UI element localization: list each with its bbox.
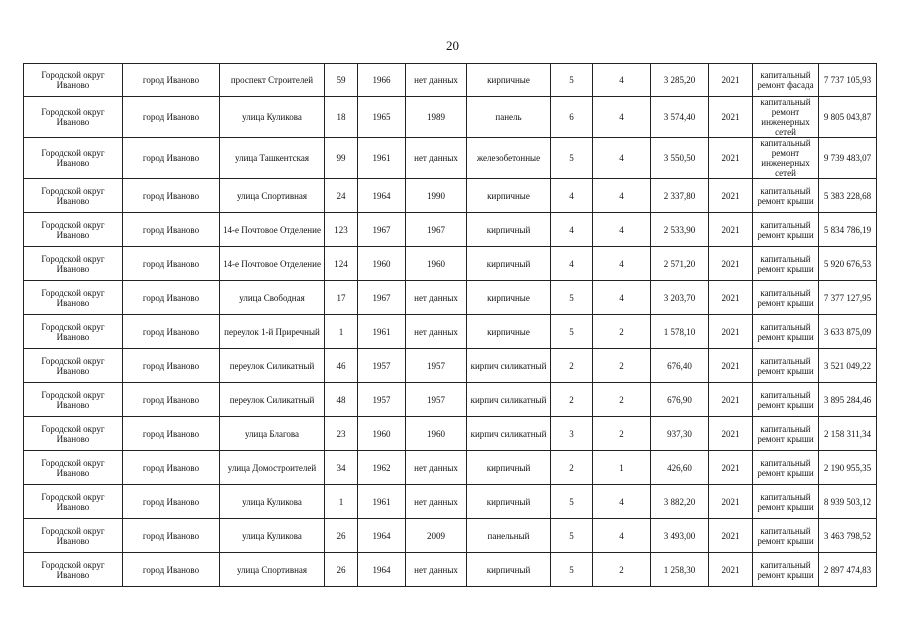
cell-wall-material: железобетонные xyxy=(467,138,551,179)
cell-repair-year: 2021 xyxy=(709,97,753,138)
cell-house-number: 1 xyxy=(325,315,358,349)
cell-entrances: 4 xyxy=(593,519,651,553)
cell-settlement: город Иваново xyxy=(123,247,220,281)
table-row xyxy=(24,383,877,417)
cell-street: улица Куликова xyxy=(220,97,325,138)
cell-repair-year: 2021 xyxy=(709,247,753,281)
table-body xyxy=(24,64,877,587)
cell-cost: 7 737 105,93 xyxy=(819,64,877,97)
table-row xyxy=(24,485,877,519)
cell-build-year: 1967 xyxy=(358,213,406,247)
cell-house-number: 23 xyxy=(325,417,358,451)
cell-street: 14-е Почтовое Отделение xyxy=(220,247,325,281)
cell-repair-year: 2021 xyxy=(709,383,753,417)
cell-cost: 3 895 284,46 xyxy=(819,383,877,417)
cell-cost: 9 739 483,07 xyxy=(819,138,877,179)
cell-street: улица Благова xyxy=(220,417,325,451)
cell-area: 2 571,20 xyxy=(651,247,709,281)
cell-entrances: 2 xyxy=(593,349,651,383)
table-row xyxy=(24,179,877,213)
table-row xyxy=(24,281,877,315)
cell-house-number: 123 xyxy=(325,213,358,247)
cell-area: 426,60 xyxy=(651,451,709,485)
cell-area: 2 533,90 xyxy=(651,213,709,247)
cell-cost: 8 939 503,12 xyxy=(819,485,877,519)
cell-entrances: 2 xyxy=(593,383,651,417)
cell-entrances: 4 xyxy=(593,97,651,138)
cell-build-year: 1965 xyxy=(358,97,406,138)
cell-house-number: 26 xyxy=(325,553,358,587)
cell-municipality: Городской округ Иваново xyxy=(24,349,123,383)
cell-reconstruction-year: нет данных xyxy=(406,451,467,485)
cell-area: 2 337,80 xyxy=(651,179,709,213)
cell-wall-material: панель xyxy=(467,97,551,138)
cell-floors: 4 xyxy=(551,247,593,281)
table-row xyxy=(24,451,877,485)
cell-settlement: город Иваново xyxy=(123,553,220,587)
cell-entrances: 2 xyxy=(593,417,651,451)
cell-entrances: 4 xyxy=(593,64,651,97)
cell-municipality: Городской округ Иваново xyxy=(24,519,123,553)
cell-settlement: город Иваново xyxy=(123,281,220,315)
cell-repair-type: капитальный ремонт крыши xyxy=(753,179,819,213)
cell-repair-year: 2021 xyxy=(709,451,753,485)
cell-reconstruction-year: нет данных xyxy=(406,315,467,349)
cell-area: 3 882,20 xyxy=(651,485,709,519)
table-row xyxy=(24,138,877,179)
cell-cost: 5 834 786,19 xyxy=(819,213,877,247)
cell-build-year: 1964 xyxy=(358,179,406,213)
cell-street: переулок 1-й Приречный xyxy=(220,315,325,349)
cell-municipality: Городской округ Иваново xyxy=(24,451,123,485)
cell-street: переулок Силикатный xyxy=(220,349,325,383)
cell-cost: 3 463 798,52 xyxy=(819,519,877,553)
cell-settlement: город Иваново xyxy=(123,138,220,179)
cell-reconstruction-year: 1960 xyxy=(406,417,467,451)
cell-street: улица Домостроителей xyxy=(220,451,325,485)
cell-floors: 5 xyxy=(551,281,593,315)
cell-settlement: город Иваново xyxy=(123,519,220,553)
cell-repair-year: 2021 xyxy=(709,281,753,315)
cell-cost: 2 897 474,83 xyxy=(819,553,877,587)
table-row xyxy=(24,247,877,281)
cell-municipality: Городской округ Иваново xyxy=(24,417,123,451)
cell-wall-material: кирпичные xyxy=(467,315,551,349)
cell-municipality: Городской округ Иваново xyxy=(24,247,123,281)
cell-floors: 4 xyxy=(551,213,593,247)
cell-reconstruction-year: 1989 xyxy=(406,97,467,138)
cell-reconstruction-year: нет данных xyxy=(406,485,467,519)
cell-build-year: 1964 xyxy=(358,519,406,553)
cell-repair-type: капитальный ремонт крыши xyxy=(753,417,819,451)
cell-settlement: город Иваново xyxy=(123,485,220,519)
cell-repair-year: 2021 xyxy=(709,138,753,179)
cell-repair-type: капитальный ремонт фасада xyxy=(753,64,819,97)
cell-entrances: 4 xyxy=(593,179,651,213)
cell-entrances: 4 xyxy=(593,485,651,519)
cell-cost: 2 158 311,34 xyxy=(819,417,877,451)
cell-municipality: Городской округ Иваново xyxy=(24,553,123,587)
cell-repair-year: 2021 xyxy=(709,349,753,383)
cell-repair-type: капитальный ремонт инженерных сетей xyxy=(753,138,819,179)
cell-house-number: 99 xyxy=(325,138,358,179)
cell-area: 937,30 xyxy=(651,417,709,451)
cell-reconstruction-year: 1960 xyxy=(406,247,467,281)
cell-repair-type: капитальный ремонт инженерных сетей xyxy=(753,97,819,138)
cell-repair-type: капитальный ремонт крыши xyxy=(753,485,819,519)
cell-reconstruction-year: нет данных xyxy=(406,138,467,179)
cell-cost: 9 805 043,87 xyxy=(819,97,877,138)
cell-cost: 3 633 875,09 xyxy=(819,315,877,349)
cell-wall-material: кирпич силикатный xyxy=(467,349,551,383)
cell-house-number: 124 xyxy=(325,247,358,281)
cell-build-year: 1960 xyxy=(358,417,406,451)
cell-floors: 5 xyxy=(551,138,593,179)
cell-reconstruction-year: 1990 xyxy=(406,179,467,213)
cell-municipality: Городской округ Иваново xyxy=(24,138,123,179)
cell-build-year: 1957 xyxy=(358,383,406,417)
cell-repair-year: 2021 xyxy=(709,315,753,349)
cell-reconstruction-year: 2009 xyxy=(406,519,467,553)
cell-wall-material: панельный xyxy=(467,519,551,553)
cell-entrances: 4 xyxy=(593,247,651,281)
cell-repair-type: капитальный ремонт крыши xyxy=(753,213,819,247)
cell-cost: 7 377 127,95 xyxy=(819,281,877,315)
cell-settlement: город Иваново xyxy=(123,451,220,485)
cell-floors: 2 xyxy=(551,383,593,417)
cell-house-number: 48 xyxy=(325,383,358,417)
cell-floors: 6 xyxy=(551,97,593,138)
cell-wall-material: кирпичный xyxy=(467,553,551,587)
cell-house-number: 24 xyxy=(325,179,358,213)
cell-repair-type: капитальный ремонт крыши xyxy=(753,247,819,281)
cell-settlement: город Иваново xyxy=(123,64,220,97)
cell-entrances: 4 xyxy=(593,281,651,315)
cell-repair-year: 2021 xyxy=(709,64,753,97)
cell-reconstruction-year: 1957 xyxy=(406,383,467,417)
table-row xyxy=(24,417,877,451)
cell-build-year: 1964 xyxy=(358,553,406,587)
cell-wall-material: кирпичные xyxy=(467,281,551,315)
cell-house-number: 18 xyxy=(325,97,358,138)
cell-area: 3 493,00 xyxy=(651,519,709,553)
cell-settlement: город Иваново xyxy=(123,417,220,451)
cell-wall-material: кирпич силикатный xyxy=(467,417,551,451)
cell-municipality: Городской округ Иваново xyxy=(24,281,123,315)
cell-floors: 4 xyxy=(551,179,593,213)
cell-build-year: 1967 xyxy=(358,281,406,315)
cell-municipality: Городской округ Иваново xyxy=(24,97,123,138)
cell-repair-year: 2021 xyxy=(709,213,753,247)
cell-repair-type: капитальный ремонт крыши xyxy=(753,315,819,349)
table-row xyxy=(24,64,877,97)
cell-municipality: Городской округ Иваново xyxy=(24,179,123,213)
cell-municipality: Городской округ Иваново xyxy=(24,64,123,97)
cell-street: улица Ташкентская xyxy=(220,138,325,179)
cell-wall-material: кирпичные xyxy=(467,64,551,97)
cell-house-number: 17 xyxy=(325,281,358,315)
cell-settlement: город Иваново xyxy=(123,179,220,213)
cell-reconstruction-year: нет данных xyxy=(406,64,467,97)
cell-street: улица Спортивная xyxy=(220,179,325,213)
cell-area: 3 574,40 xyxy=(651,97,709,138)
cell-floors: 2 xyxy=(551,451,593,485)
table-row xyxy=(24,97,877,138)
cell-settlement: город Иваново xyxy=(123,213,220,247)
cell-floors: 5 xyxy=(551,64,593,97)
cell-area: 676,40 xyxy=(651,349,709,383)
cell-build-year: 1961 xyxy=(358,315,406,349)
cell-house-number: 34 xyxy=(325,451,358,485)
cell-street: 14-е Почтовое Отделение xyxy=(220,213,325,247)
cell-build-year: 1957 xyxy=(358,349,406,383)
cell-municipality: Городской округ Иваново xyxy=(24,315,123,349)
cell-wall-material: кирпичный xyxy=(467,451,551,485)
cell-floors: 3 xyxy=(551,417,593,451)
cell-settlement: город Иваново xyxy=(123,349,220,383)
table-row xyxy=(24,213,877,247)
table-row xyxy=(24,315,877,349)
cell-floors: 2 xyxy=(551,349,593,383)
cell-repair-year: 2021 xyxy=(709,553,753,587)
cell-floors: 5 xyxy=(551,315,593,349)
cell-build-year: 1961 xyxy=(358,138,406,179)
housing-repair-table xyxy=(23,63,877,587)
table-row xyxy=(24,519,877,553)
cell-house-number: 26 xyxy=(325,519,358,553)
cell-settlement: город Иваново xyxy=(123,383,220,417)
cell-municipality: Городской округ Иваново xyxy=(24,485,123,519)
cell-cost: 5 920 676,53 xyxy=(819,247,877,281)
cell-wall-material: кирпич силикатный xyxy=(467,383,551,417)
cell-municipality: Городской округ Иваново xyxy=(24,383,123,417)
cell-municipality: Городской округ Иваново xyxy=(24,213,123,247)
cell-entrances: 1 xyxy=(593,451,651,485)
table-row xyxy=(24,553,877,587)
cell-repair-type: капитальный ремонт крыши xyxy=(753,383,819,417)
table-row xyxy=(24,349,877,383)
cell-wall-material: кирпичный xyxy=(467,485,551,519)
cell-entrances: 2 xyxy=(593,315,651,349)
cell-entrances: 2 xyxy=(593,553,651,587)
cell-build-year: 1962 xyxy=(358,451,406,485)
cell-wall-material: кирпичные xyxy=(467,179,551,213)
cell-street: улица Свободная xyxy=(220,281,325,315)
cell-build-year: 1960 xyxy=(358,247,406,281)
cell-settlement: город Иваново xyxy=(123,97,220,138)
cell-area: 3 285,20 xyxy=(651,64,709,97)
cell-reconstruction-year: 1957 xyxy=(406,349,467,383)
cell-wall-material: кирпичный xyxy=(467,247,551,281)
cell-area: 3 550,50 xyxy=(651,138,709,179)
cell-cost: 5 383 228,68 xyxy=(819,179,877,213)
cell-floors: 5 xyxy=(551,519,593,553)
cell-entrances: 4 xyxy=(593,138,651,179)
cell-street: проспект Строителей xyxy=(220,64,325,97)
cell-floors: 5 xyxy=(551,553,593,587)
cell-repair-year: 2021 xyxy=(709,519,753,553)
cell-street: улица Спортивная xyxy=(220,553,325,587)
cell-area: 1 258,30 xyxy=(651,553,709,587)
cell-entrances: 4 xyxy=(593,213,651,247)
cell-repair-type: капитальный ремонт крыши xyxy=(753,451,819,485)
cell-reconstruction-year: нет данных xyxy=(406,553,467,587)
cell-area: 3 203,70 xyxy=(651,281,709,315)
cell-repair-type: капитальный ремонт крыши xyxy=(753,519,819,553)
cell-repair-type: капитальный ремонт крыши xyxy=(753,553,819,587)
cell-build-year: 1961 xyxy=(358,485,406,519)
cell-cost: 3 521 049,22 xyxy=(819,349,877,383)
cell-repair-type: капитальный ремонт крыши xyxy=(753,349,819,383)
cell-repair-type: капитальный ремонт крыши xyxy=(753,281,819,315)
cell-repair-year: 2021 xyxy=(709,179,753,213)
cell-house-number: 46 xyxy=(325,349,358,383)
cell-reconstruction-year: 1967 xyxy=(406,213,467,247)
cell-floors: 5 xyxy=(551,485,593,519)
cell-build-year: 1966 xyxy=(358,64,406,97)
page-number: 20 xyxy=(446,38,459,53)
cell-cost: 2 190 955,35 xyxy=(819,451,877,485)
cell-repair-year: 2021 xyxy=(709,417,753,451)
cell-area: 676,90 xyxy=(651,383,709,417)
cell-area: 1 578,10 xyxy=(651,315,709,349)
cell-street: улица Куликова xyxy=(220,485,325,519)
cell-wall-material: кирпичный xyxy=(467,213,551,247)
cell-street: улица Куликова xyxy=(220,519,325,553)
cell-reconstruction-year: нет данных xyxy=(406,281,467,315)
cell-street: переулок Силикатный xyxy=(220,383,325,417)
cell-house-number: 59 xyxy=(325,64,358,97)
cell-repair-year: 2021 xyxy=(709,485,753,519)
cell-house-number: 1 xyxy=(325,485,358,519)
cell-settlement: город Иваново xyxy=(123,315,220,349)
